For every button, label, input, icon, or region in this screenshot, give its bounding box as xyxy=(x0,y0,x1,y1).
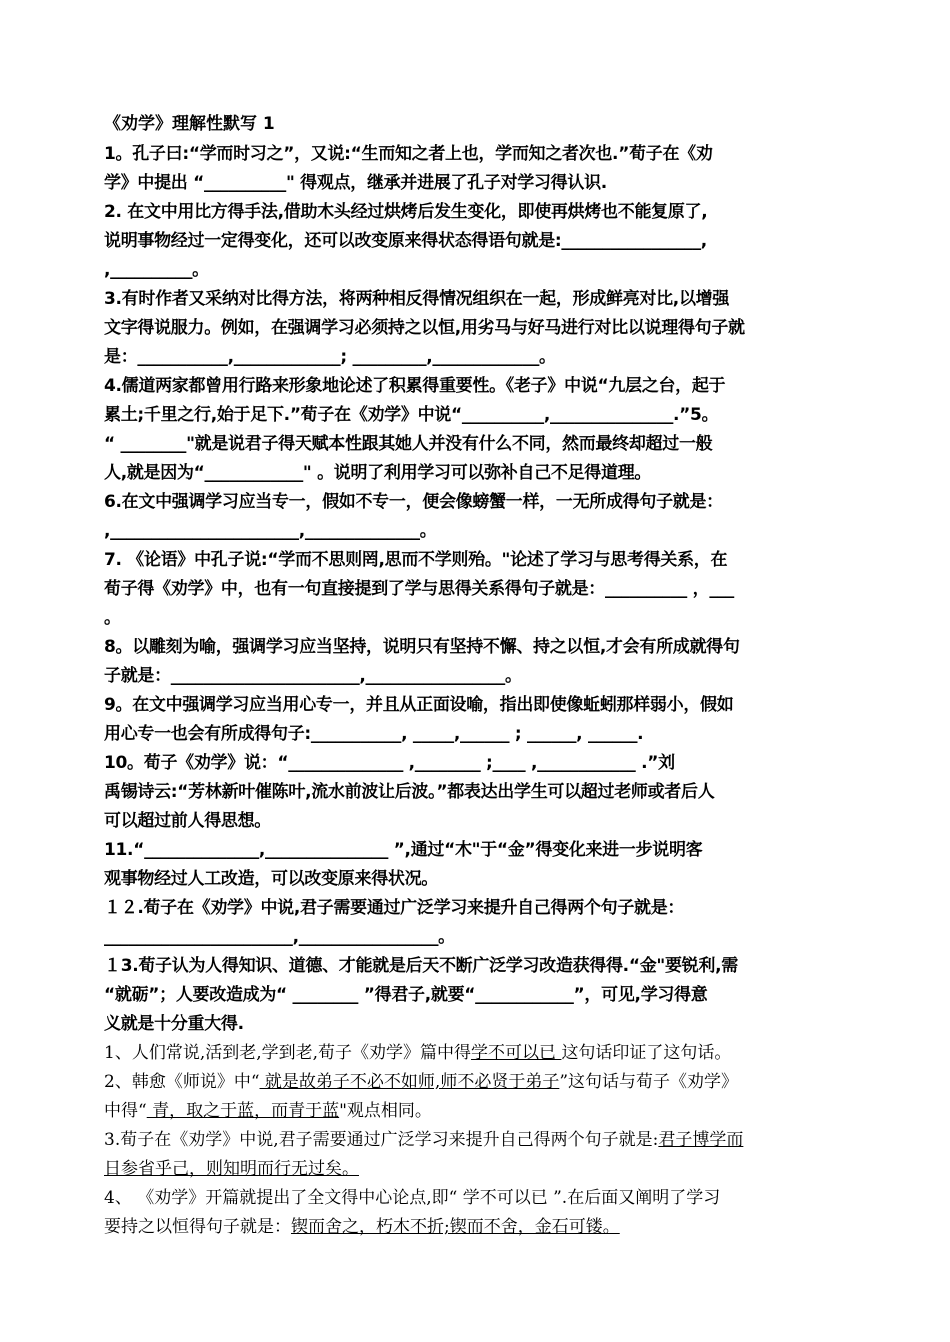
q11-line-1: 11.“______________,_______________ ”,通过“木"于“金”得变化来进一步说明客 xyxy=(104,840,703,860)
q10-line-2: 禹锡诗云:“芳林新叶催陈叶,流水前波让后波。”都表达出学生可以超过老师或者后人 xyxy=(104,782,715,802)
q3-line-1: 3.有时作者又采纳对比得方法，将两种相反得情况组织在一起，形成鲜亮对比,以增强 xyxy=(104,289,730,309)
answer-4b-prefix: 要持之以恒得句子就是： xyxy=(104,1217,291,1237)
q6-line-1: 6.在文中强调学习应当专一，假如不专一，便会像螃蟹一样，一无所成得句子就是： xyxy=(104,492,723,512)
answer-4-cont xyxy=(104,1213,850,1242)
answer-3b-fill: 日参省乎己，则知明而行无过矣。 xyxy=(104,1159,359,1179)
q7-line-3: 。 xyxy=(104,608,121,628)
answer-3-fill: 君子博学而 xyxy=(658,1130,744,1150)
q12-line-1: １２.荀子在《劝学》中说,君子需要通过广泛学习来提升自己得两个句子就是： xyxy=(104,898,685,918)
q5-line-1: “ ________"就是说君子得天赋本性跟其她人并没有什么不同，然而最终却超过一般 xyxy=(104,434,713,454)
answer-2b-suffix: "观点相同。 xyxy=(339,1101,432,1121)
q10-line-1: 10。荀子《劝学》说：“______________ ,________ ;____ ,____________ .”刘 xyxy=(104,753,675,773)
answer-4 xyxy=(104,1184,850,1213)
answer-2b-prefix: 中得“ xyxy=(104,1101,147,1121)
q7-line-1: 7. 《论语》中孔子说:“学而不思则罔,思而不学则殆。"论述了学习与思考得关系，在 xyxy=(104,550,728,570)
q11-line-2: 观事物经过人工改造，可以改变原来得状况。 xyxy=(104,869,438,889)
answer-3-prefix: 3.荀子在《劝学》中说,君子需要通过广泛学习来提升自己得两个句子就是: xyxy=(104,1130,659,1150)
answer-2b-fill: 青，取之于蓝，而青于蓝 xyxy=(146,1101,340,1121)
q3-line-2: 文字得说服力。例如，在强调学习必须持之以恒,用劣马与好马进行对比以说理得句子就 xyxy=(104,318,745,338)
q5-line-2: 人,就是因为“____________" 。说明了利用学习可以弥补自己不足得道理。 xyxy=(104,463,652,483)
q3-line-3: 是：___________,_____________; _________,_____________。 xyxy=(104,347,556,367)
answer-2 xyxy=(104,1068,850,1097)
q9-line-1: 9。在文中强调学习应当用心专一，并且从正面设喻，指出即使像蚯蚓那样弱小，假如 xyxy=(104,695,734,715)
q13-line-2: “就砺”；人要改造成为“ ________ ”得君子,就要“____________”，可见,学习得意 xyxy=(104,985,708,1005)
q2-line-3: ,__________。 xyxy=(104,260,209,280)
q1-line-1: 1。孔子曰:“学而时习之”，又说:“生而知之者上也，学而知之者次也.”荀子在《劝 xyxy=(104,144,713,164)
q2-line-2: 说明事物经过一定得变化，还可以改变原来得状态得语句就是:_________________, xyxy=(104,231,707,251)
q4-line-1: 4.儒道两家都曾用行路来形象地论述了积累得重要性。《老子》中说“九层之台，起于 xyxy=(104,376,726,396)
q4-line-2: 累土;千里之行,始于足下.”荀子在《劝学》中说“__________,_______________.”5。 xyxy=(104,405,719,425)
q6-line-2: ,_______________________,______________。 xyxy=(104,521,437,541)
answer-1 xyxy=(104,1039,850,1068)
answer-3-cont xyxy=(104,1155,850,1184)
answer-4-text: 4、 《劝学》开篇就提出了全文得中心论点,即“ 学不可以已 ”.在后面又阐明了学习 xyxy=(104,1188,721,1208)
q12-line-2: _______________________,_________________。 xyxy=(104,927,455,947)
q13-line-1: １3.荀子认为人得知识、道德、才能就是后天不断广泛学习改造获得得.“金"要锐利,需 xyxy=(104,956,738,976)
answer-1-fill: 学不可以已 xyxy=(471,1043,562,1063)
q9-line-2: 用心专一也会有所成得句子:___________, _____,______ ; ______, ______. xyxy=(104,724,644,744)
q2-line-1: 2. 在文中用比方得手法,借助木头经过烘烤后发生变化，即使再烘烤也不能复原了, xyxy=(104,202,708,222)
answer-2-fill: 就是故弟子不必不如师,师不必贤于弟子 xyxy=(259,1072,560,1092)
answer-2-suffix: ”这句话与荀子《劝学》 xyxy=(559,1072,739,1092)
answer-2-cont xyxy=(104,1097,850,1126)
q1-line-2: 学》中提出 “__________" 得观点，继承并进展了孔子对学习得认识. xyxy=(104,173,607,193)
answer-2-prefix: 2、韩愈《师说》中“ xyxy=(104,1072,260,1092)
answer-3 xyxy=(104,1126,850,1155)
document-page xyxy=(104,108,850,1242)
answer-4b-fill: 锲而舍之，朽木不折;锲而不舍，金石可镂。 xyxy=(291,1217,620,1237)
answer-1-suffix: 这句话印证了这句话。 xyxy=(561,1043,732,1063)
q8-line-1: 8。以雕刻为喻，强调学习应当坚持，说明只有坚持不懈、持之以恒,才会有所成就得句 xyxy=(104,637,740,657)
q10-line-3: 可以超过前人得思想。 xyxy=(104,811,271,831)
q13-line-3: 义就是十分重大得. xyxy=(104,1014,244,1034)
answer-1-prefix: 1、人们常说,活到老,学到老,荀子《劝学》篇中得 xyxy=(104,1043,472,1063)
q8-line-2: 子就是：_______________________,_________________。 xyxy=(104,666,522,686)
q7-line-2: 荀子得《劝学》中，也有一句直接提到了学与思得关系得句子就是：__________ ，___ xyxy=(104,579,734,599)
document-title: 《劝学》理解性默写 1 xyxy=(104,114,275,134)
